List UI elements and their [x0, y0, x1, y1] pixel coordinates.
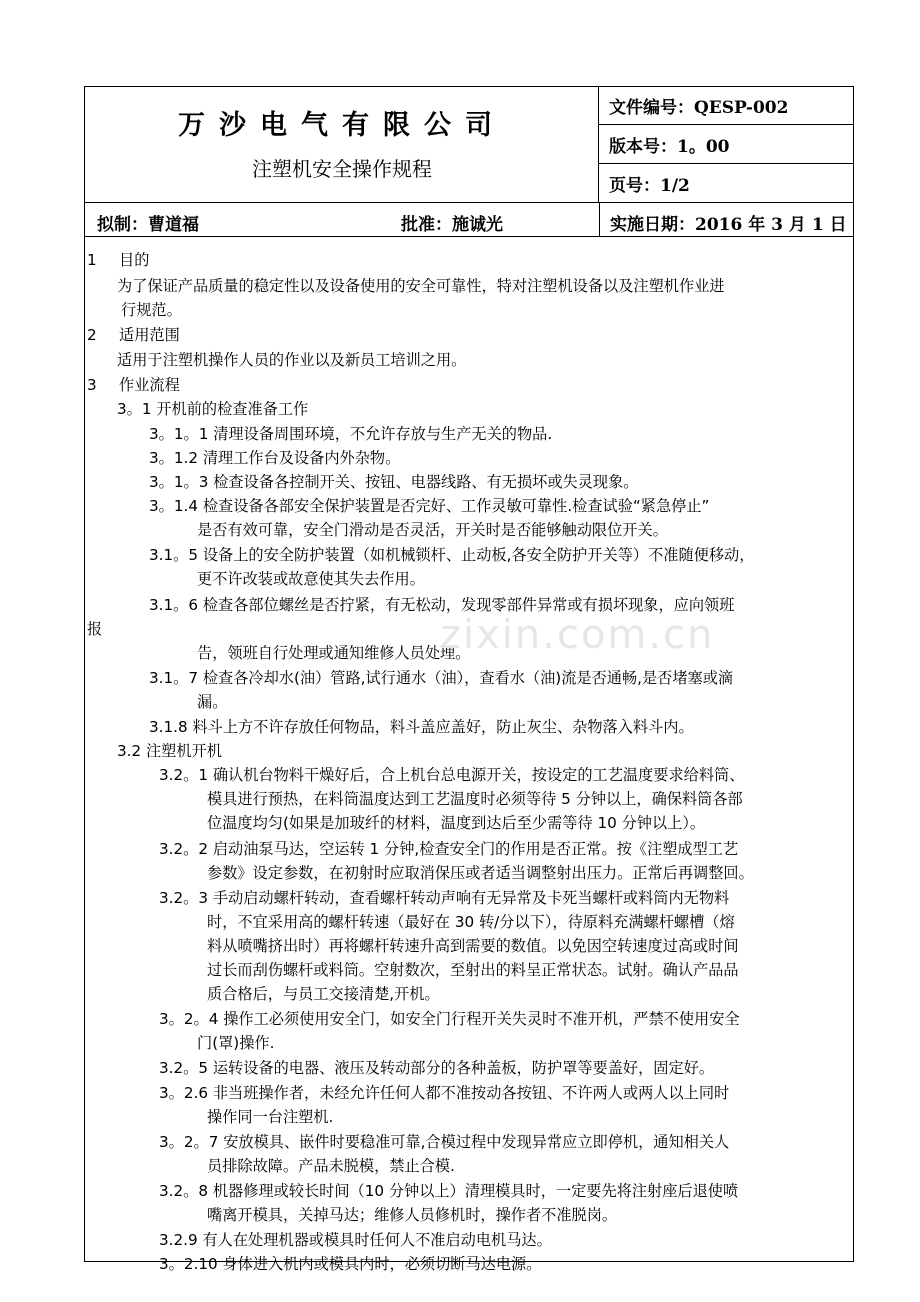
page-number: 页号：1/2	[599, 164, 853, 203]
clause-line: 3。1.2 清理工作台及设备内外杂物。	[149, 449, 401, 467]
section-heading: 1 目的	[87, 251, 150, 269]
clause-line: 3。2.6 非当班操作者，未经允许任何人都不准按动各按钮、不许两人或两人以上同时	[159, 1084, 730, 1102]
clause-line: 是否有效可靠，安全门滑动是否灵活，开关时是否能够触动限位开关。	[197, 521, 668, 539]
clause-line: 3.1.8 料斗上方不许存放任何物品，料斗盖应盖好，防止灰尘、杂物落入料斗内。	[149, 718, 694, 736]
clause-line: 料从喷嘴挤出时）再将螺杆转速升高到需要的数值。以免因空转速度过高或时间	[207, 937, 739, 955]
clause-line: 员排除故障。产品未脱模，禁止合模.	[207, 1157, 455, 1175]
clause-line: 漏。	[197, 693, 228, 711]
clause-line: 3。2。7 安放模具、嵌件时要稳准可靠,合模过程中发现异常应立即停机，通知相关人	[159, 1133, 730, 1151]
clause-line: 3.2。1 确认机台物料干燥好后，合上机台总电源开关，按设定的工艺温度要求给料筒、	[159, 766, 745, 784]
clause-line: 更不许改装或故意使其失去作用。	[197, 570, 425, 588]
clause-line: 模具进行预热，在料筒温度达到工艺温度时必须等待 5 分钟以上，确保料筒各部	[207, 790, 743, 808]
clause-line: 报	[87, 620, 103, 638]
clause-line: 3.1。6 检查各部位螺丝是否拧紧，有无松动，发现零部件异常或有损坏现象，应向领班	[149, 596, 735, 614]
clause-line: 3.2。3 手动启动螺杆转动，查看螺杆转动声响有无异常及卡死当螺杆或料筒内无物料	[159, 889, 730, 907]
clause-line: 嘴离开模具，关掉马达；维修人员修机时，操作者不准脱岗。	[207, 1206, 618, 1224]
subsection-heading: 3。1 开机前的检查准备工作	[117, 400, 309, 418]
paragraph-line: 适用于注塑机操作人员的作业以及新员工培训之用。	[117, 351, 467, 369]
document-number: 文件编号：QESP-002	[599, 87, 853, 125]
clause-line: 3.2。5 运转设备的电器、液压及转动部分的各种盖板，防护罩等要盖好，固定好。	[159, 1059, 715, 1077]
section-heading: 3 作业流程	[87, 376, 180, 394]
clause-line: 3.2。2 启动油泵马达，空运转 1 分钟,检查安全门的作用是否正常。按《注塑成型工艺	[159, 840, 739, 858]
paragraph-line: 行规范。	[121, 301, 182, 319]
clause-line: 3。2.10 身体进入机内或模具内时，必须切断马达电源。	[159, 1255, 542, 1273]
clause-line: 门(罩)操作.	[197, 1034, 275, 1052]
clause-line: 操作同一台注塑机.	[207, 1108, 334, 1126]
watermark: zixin.com.cn	[440, 612, 715, 658]
clause-line: 3。2。4 操作工必须使用安全门，如安全门行程开关失灵时不准开机，严禁不使用安全	[159, 1010, 740, 1028]
clause-line: 告，领班自行处理或通知维修人员处理。	[197, 644, 471, 662]
clause-line: 3.2.9 有人在处理机器或模具时任何人不准启动电机马达。	[159, 1231, 552, 1249]
document-page	[84, 86, 854, 1273]
section-heading: 2 适用范围	[87, 326, 180, 344]
signature-row	[85, 203, 853, 237]
title-cell	[85, 87, 599, 203]
document-header	[85, 87, 853, 237]
clause-line: 参数》设定参数，在初射时应取消保压或者适当调整射出压力。正常后再调整回。	[207, 864, 754, 882]
paragraph-line: 为了保证产品质量的稳定性以及设备使用的安全可靠性，特对注塑机设备以及注塑机作业进	[117, 277, 725, 295]
clause-line: 3。1。1 清理设备周围环境，不允许存放与生产无关的物品.	[149, 425, 553, 443]
version-number: 版本号：1。00	[599, 125, 853, 164]
clause-line: 3。1.4 检查设备各部安全保护装置是否完好、工作灵敏可靠性.检查试验“紧急停止”	[149, 497, 710, 515]
clause-line: 3.1。7 检查各冷却水(油）管路,试行通水（油），查看水（油)流是否通畅,是否堵塞或滴	[149, 669, 734, 687]
effective-date: 实施日期：2016 年 3 月 1 日	[599, 203, 853, 236]
author-field: 拟制：曹道福	[97, 215, 199, 235]
document-title: 注塑机安全操作规程	[252, 157, 432, 181]
company-name: 万沙电气有限公司	[178, 110, 506, 141]
approver-field: 批准：施诚光	[401, 215, 503, 235]
clause-line: 质合格后，与员工交接清楚,开机。	[207, 985, 440, 1003]
clause-line: 过长而刮伤螺杆或料筒。空射数次，至射出的料呈正常状态。试射。确认产品品	[207, 961, 739, 979]
clause-line: 时，不宜采用高的螺杆转速（最好在 30 转/分以下），待原料充满螺杆螺槽（熔	[207, 913, 735, 931]
clause-line: 位温度均匀(如果是加玻纤的材料，温度到达后至少需等待 10 分钟以上）。	[207, 814, 706, 832]
clause-line: 3。1。3 检查设备各控制开关、按钮、电器线路、有无损坏或失灵现象。	[149, 473, 639, 491]
clause-line: 3.2。8 机器修理或较长时间（10 分钟以上）清理模具时，一定要先将注射座后退使喷	[159, 1182, 739, 1200]
subsection-heading: 3.2 注塑机开机	[117, 742, 222, 760]
clause-line: 3.1。5 设备上的安全防护装置（如机械锁杆、止动板,各安全防护开关等）不准随便移动，	[149, 546, 755, 564]
